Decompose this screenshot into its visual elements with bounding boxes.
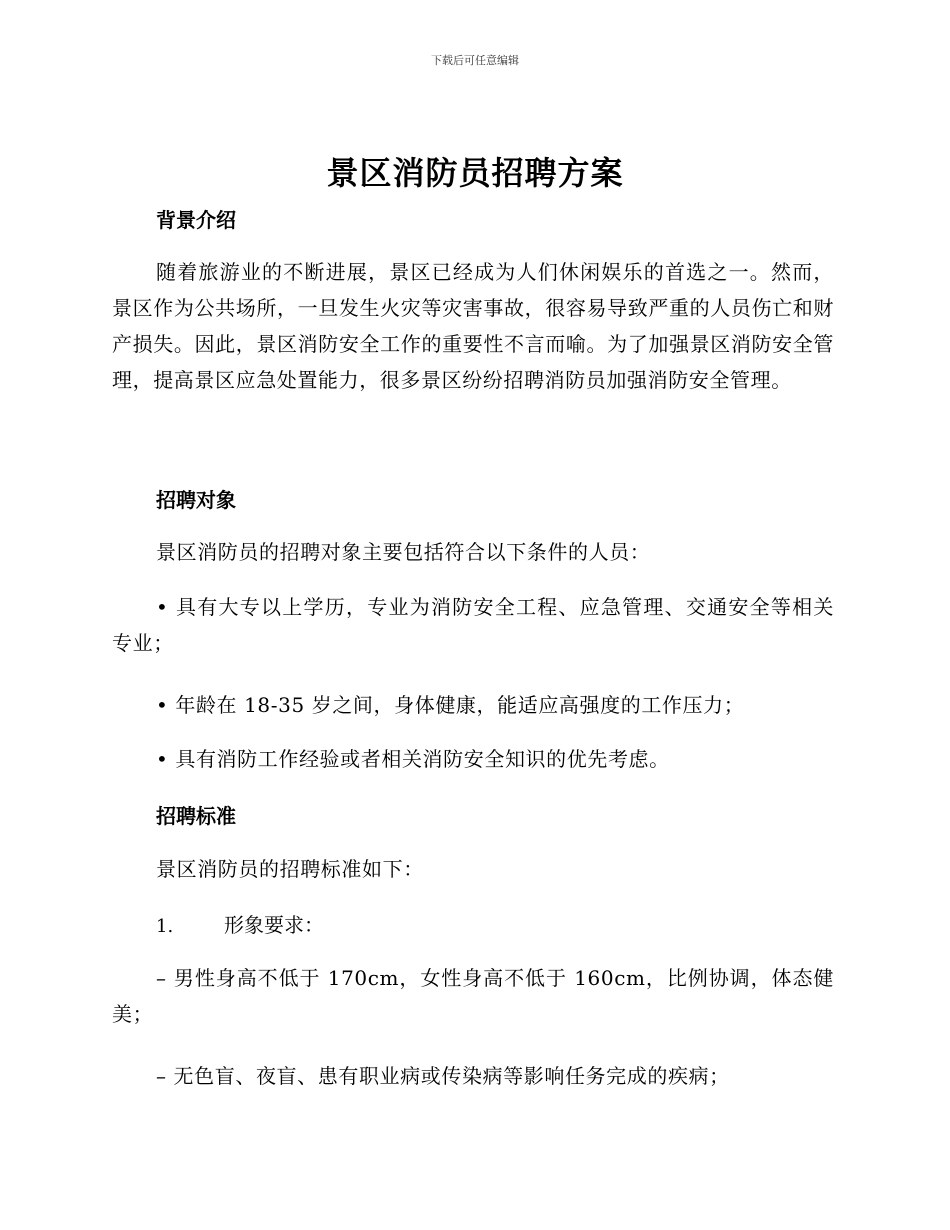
standards-intro: 景区消防员的招聘标准如下：: [156, 857, 424, 881]
standards-item-2: – 无色盲、夜盲、患有职业病或传染病等影响任务完成的疾病；: [156, 1064, 730, 1088]
numbered-item-number: 1.: [156, 916, 174, 937]
targets-intro: 景区消防员的招聘对象主要包括符合以下条件的人员：: [156, 540, 651, 564]
numbered-item-appearance: [156, 911, 324, 941]
document-title: 景区消防员招聘方案: [326, 154, 624, 192]
standards-item-1: – 男性身高不低于 170cm，女性身高不低于 160cm，比例协调，体态健美；: [112, 966, 834, 1026]
numbered-item-label: 形象要求：: [224, 913, 324, 937]
header-note: 下载后可任意编辑: [431, 54, 519, 67]
section-heading-standards: 招聘标准: [156, 804, 236, 828]
section-heading-targets: 招聘对象: [156, 488, 236, 512]
targets-item-2: • 年龄在 18-35 岁之间，身体健康，能适应高强度的工作压力；: [156, 693, 745, 717]
section-heading-background: 背景介绍: [156, 208, 236, 232]
background-paragraph: 随着旅游业的不断进展，景区已经成为人们休闲娱乐的首选之一。然而，景区作为公共场所，一旦发生火灾等灾害事故，很容易导致严重的人员伤亡和财产损失。因此，景区消防安全工作的重要性不言而喻。为了加强景区消防安全管理，提高景区应急处置能力，很多景区纷纷招聘消防员加强消防安全管理。: [112, 260, 834, 392]
targets-item-3: • 具有消防工作经验或者相关消防安全知识的优先考虑。: [156, 747, 670, 771]
targets-item-1: • 具有大专以上学历，专业为消防安全工程、应急管理、交通安全等相关专业；: [112, 595, 834, 655]
